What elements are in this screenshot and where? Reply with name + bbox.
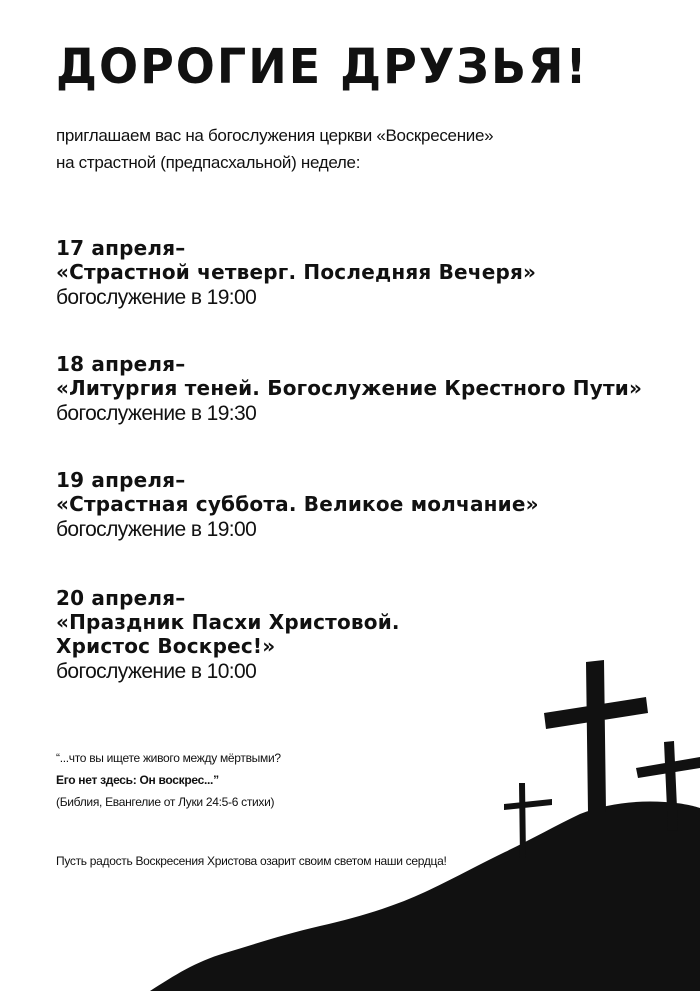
event-name-line-1: «Праздник Пасхи Христовой. (56, 610, 400, 634)
event-name: «Страстной четверг. Последняя Вечеря» (56, 260, 537, 284)
event-name: «Литургия теней. Богослужение Крестного Пути» (56, 376, 643, 400)
event-date: 17 апреля– (56, 236, 186, 260)
quote-source: (Библия, Евангелие от Луки 24:5-6 стихи) (56, 795, 275, 809)
closing-blessing: Пусть радость Воскресения Христова озарит своим светом наши сердца! (56, 854, 447, 868)
intro-line-2: на страстной (предпасхальной) неделе: (56, 153, 361, 172)
intro-line-1: приглашаем вас на богослужения церкви «Воскресение» (56, 126, 494, 145)
event-name: «Страстная суббота. Великое молчание» (56, 492, 539, 516)
quote-line-2: Его нет здесь: Он воскрес...” (56, 773, 219, 787)
event-date: 18 апреля– (56, 352, 186, 376)
page-title: ДОРОГИЕ ДРУЗЬЯ! (56, 37, 589, 95)
center-cross-icon (544, 660, 648, 812)
event-time: богослужение в 19:00 (56, 286, 257, 309)
event-time: богослужение в 19:00 (56, 518, 257, 541)
event-date: 20 апреля– (56, 586, 186, 610)
event-time: богослужение в 10:00 (56, 660, 257, 683)
hill-silhouette-icon (150, 802, 700, 991)
event-name-line-2: Христос Воскрес!» (56, 634, 276, 658)
quote-line-1: “...что вы ищете живого между мёртвыми? (56, 751, 281, 765)
event-time: богослужение в 19:30 (56, 402, 257, 425)
event-date: 19 апреля– (56, 468, 186, 492)
